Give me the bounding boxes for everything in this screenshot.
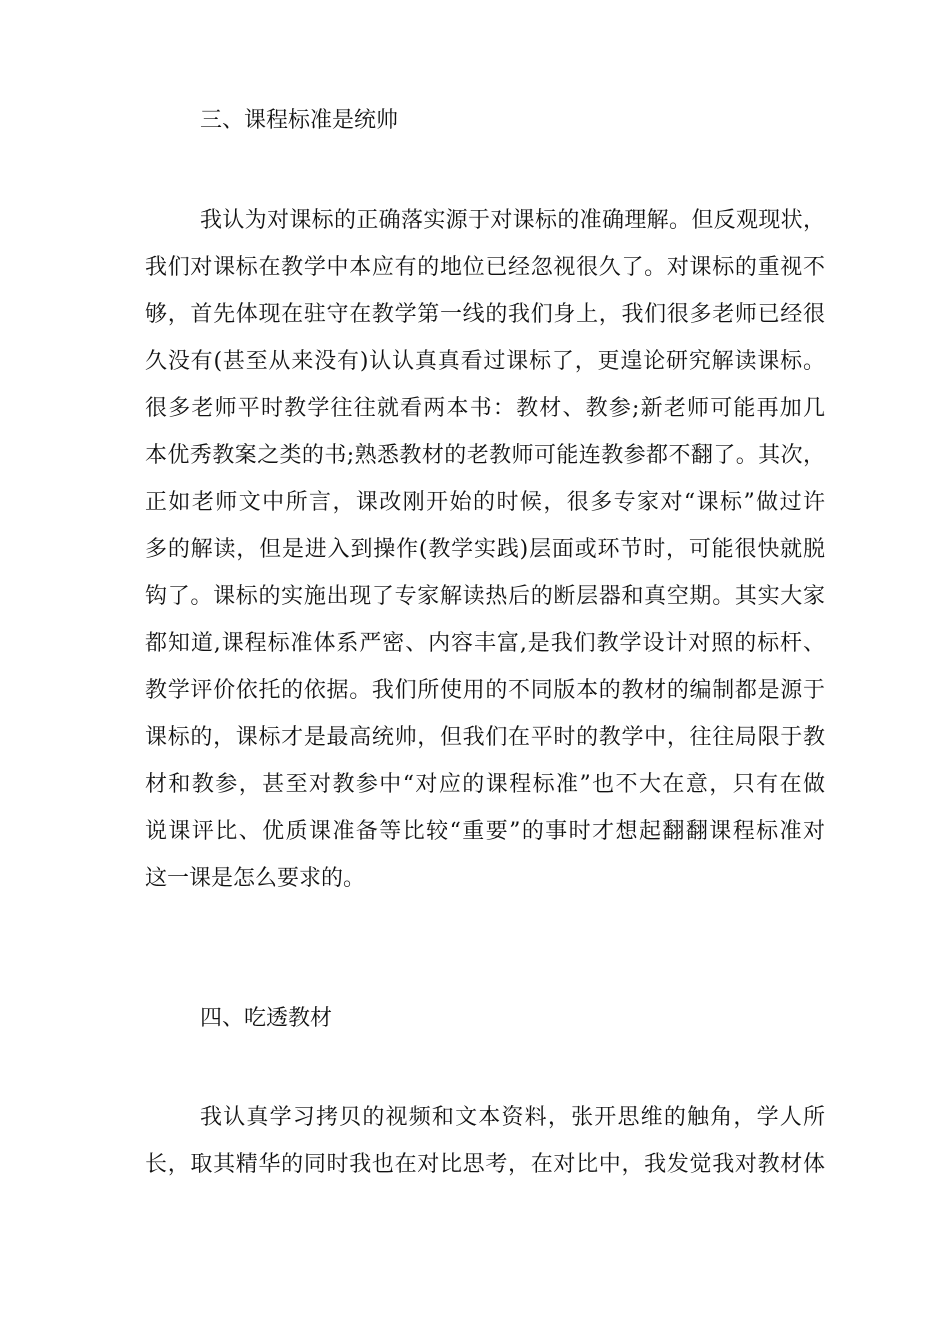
paragraph-line: 正如老师文中所言，课改刚开始的时候，很多专家对“课标”做过许 <box>145 490 825 515</box>
paragraph-line: 多的解读，但是进入到操作(教学实践)层面或环节时，可能很快就脱 <box>145 537 825 562</box>
paragraph-line: 材和教参，甚至对教参中“对应的课程标准”也不大在意，只有在做 <box>145 772 825 797</box>
paragraph-line: 长，取其精华的同时我也在对比思考，在对比中，我发觉我对教材体 <box>145 1152 825 1177</box>
paragraph-line: 都知道,课程标准体系严密、内容丰富,是我们教学设计对照的标杆、 <box>145 631 825 656</box>
paragraph-line: 我们对课标在教学中本应有的地位已经忽视很久了。对课标的重视不 <box>145 255 825 280</box>
section-heading-3: 三、课程标准是统帅 <box>200 108 399 133</box>
paragraph-section-3 <box>145 197 825 902</box>
paragraph-line: 久没有(甚至从来没有)认认真真看过课标了，更遑论研究解读课标。 <box>145 349 825 374</box>
paragraph-section-4 <box>145 1094 825 1188</box>
paragraph-line: 很多老师平时教学往往就看两本书：教材、教参;新老师可能再加几 <box>145 396 825 421</box>
paragraph-line: 够，首先体现在驻守在教学第一线的我们身上，我们很多老师已经很 <box>145 302 825 327</box>
paragraph-line: 教学评价依托的依据。我们所使用的不同版本的教材的编制都是源于 <box>145 678 825 703</box>
paragraph-line: 这一课是怎么要求的。 <box>145 866 366 891</box>
section-heading-4: 四、吃透教材 <box>200 1006 333 1031</box>
paragraph-line: 我认真学习拷贝的视频和文本资料，张开思维的触角，学人所 <box>200 1105 825 1130</box>
paragraph-line: 我认为对课标的正确落实源于对课标的准确理解。但反观现状， <box>200 208 825 233</box>
paragraph-line: 说课评比、优质课准备等比较“重要”的事时才想起翻翻课程标准对 <box>145 819 825 844</box>
paragraph-line: 钩了。课标的实施出现了专家解读热后的断层器和真空期。其实大家 <box>145 584 825 609</box>
paragraph-line: 本优秀教案之类的书;熟悉教材的老教师可能连教参都不翻了。其次， <box>145 443 825 468</box>
paragraph-line: 课标的，课标才是最高统帅，但我们在平时的教学中，往往局限于教 <box>145 725 825 750</box>
